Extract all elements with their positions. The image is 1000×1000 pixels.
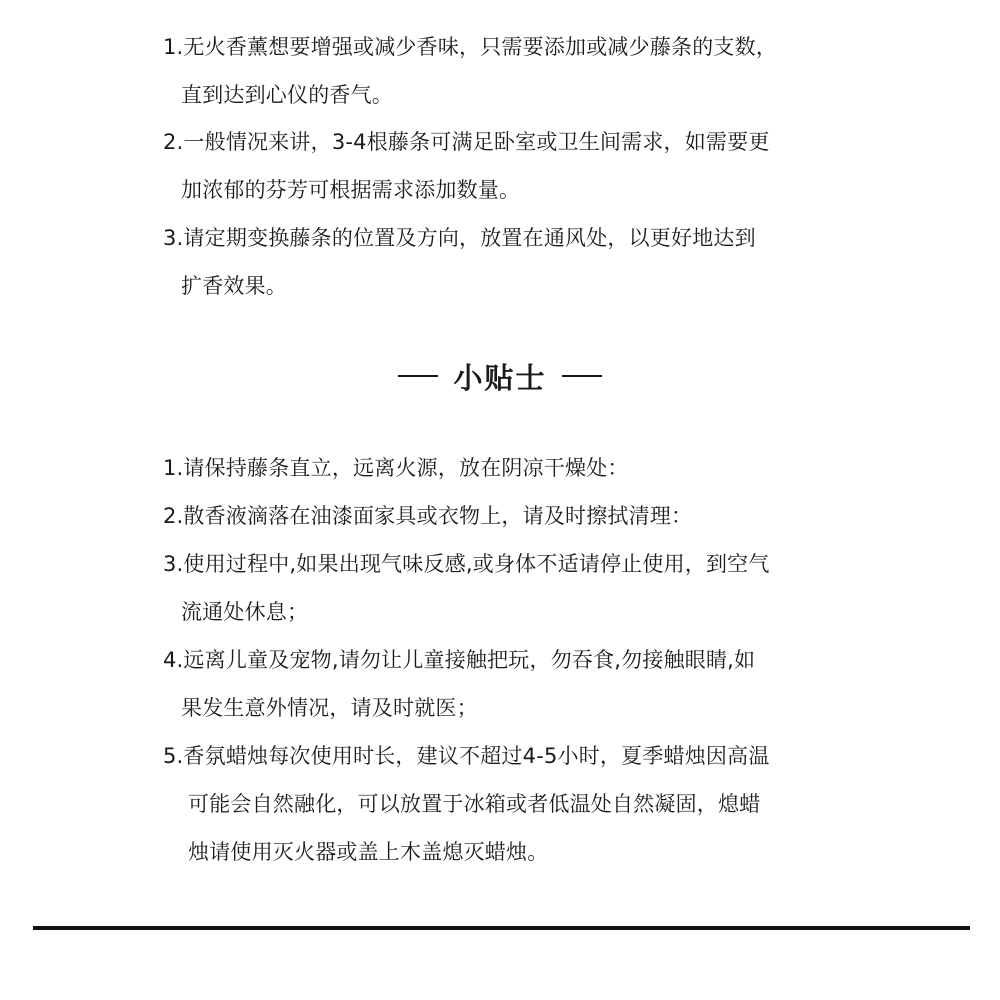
usage-item-3-line-2: 扩香效果。 — [181, 274, 287, 298]
tip-item-5-line-2: 可能会自然融化，可以放置于冰箱或者低温处自然凝固，熄蜡 — [188, 792, 761, 816]
tips-title: 小贴士 — [453, 360, 547, 395]
tip-item-5-line-1: 5.香氛蜡烛每次使用时长，建议不超过4-5小时，夏季蜡烛因高温 — [163, 744, 770, 768]
tip-item-1-line-1: 1.请保持藤条直立，远离火源，放在阴凉干燥处： — [163, 456, 629, 480]
tip-item-3-line-2: 流通处休息； — [181, 600, 309, 624]
bottom-divider — [33, 926, 970, 930]
heading-dash-right — [562, 375, 602, 377]
usage-item-3-line-1: 3.请定期变换藤条的位置及方向，放置在通风处，以更好地达到 — [163, 226, 756, 250]
usage-item-2-line-2: 加浓郁的芬芳可根据需求添加数量。 — [181, 178, 521, 202]
heading-dash-left — [398, 375, 438, 377]
usage-item-2-line-1: 2.一般情况来讲，3-4根藤条可满足卧室或卫生间需求，如需要更 — [163, 130, 770, 154]
tip-item-4-line-1: 4.远离儿童及宠物,请勿让儿童接触把玩，勿吞食,勿接触眼睛,如 — [163, 648, 756, 672]
usage-item-1-line-1: 1.无火香薰想要增强或减少香味，只需要添加或减少藤条的支数， — [163, 35, 778, 59]
tips-heading — [0, 352, 1000, 400]
tip-item-2-line-1: 2.散香液滴落在油漆面家具或衣物上，请及时擦拭清理： — [163, 504, 693, 528]
usage-item-1-line-2: 直到达到心仪的香气。 — [181, 83, 393, 107]
tip-item-4-line-2: 果发生意外情况，请及时就医； — [181, 696, 478, 720]
tip-item-5-line-3: 烛请使用灭火器或盖上木盖熄灭蜡烛。 — [188, 840, 549, 864]
tip-item-3-line-1: 3.使用过程中,如果出现气味反感,或身体不适请停止使用，到空气 — [163, 552, 770, 576]
